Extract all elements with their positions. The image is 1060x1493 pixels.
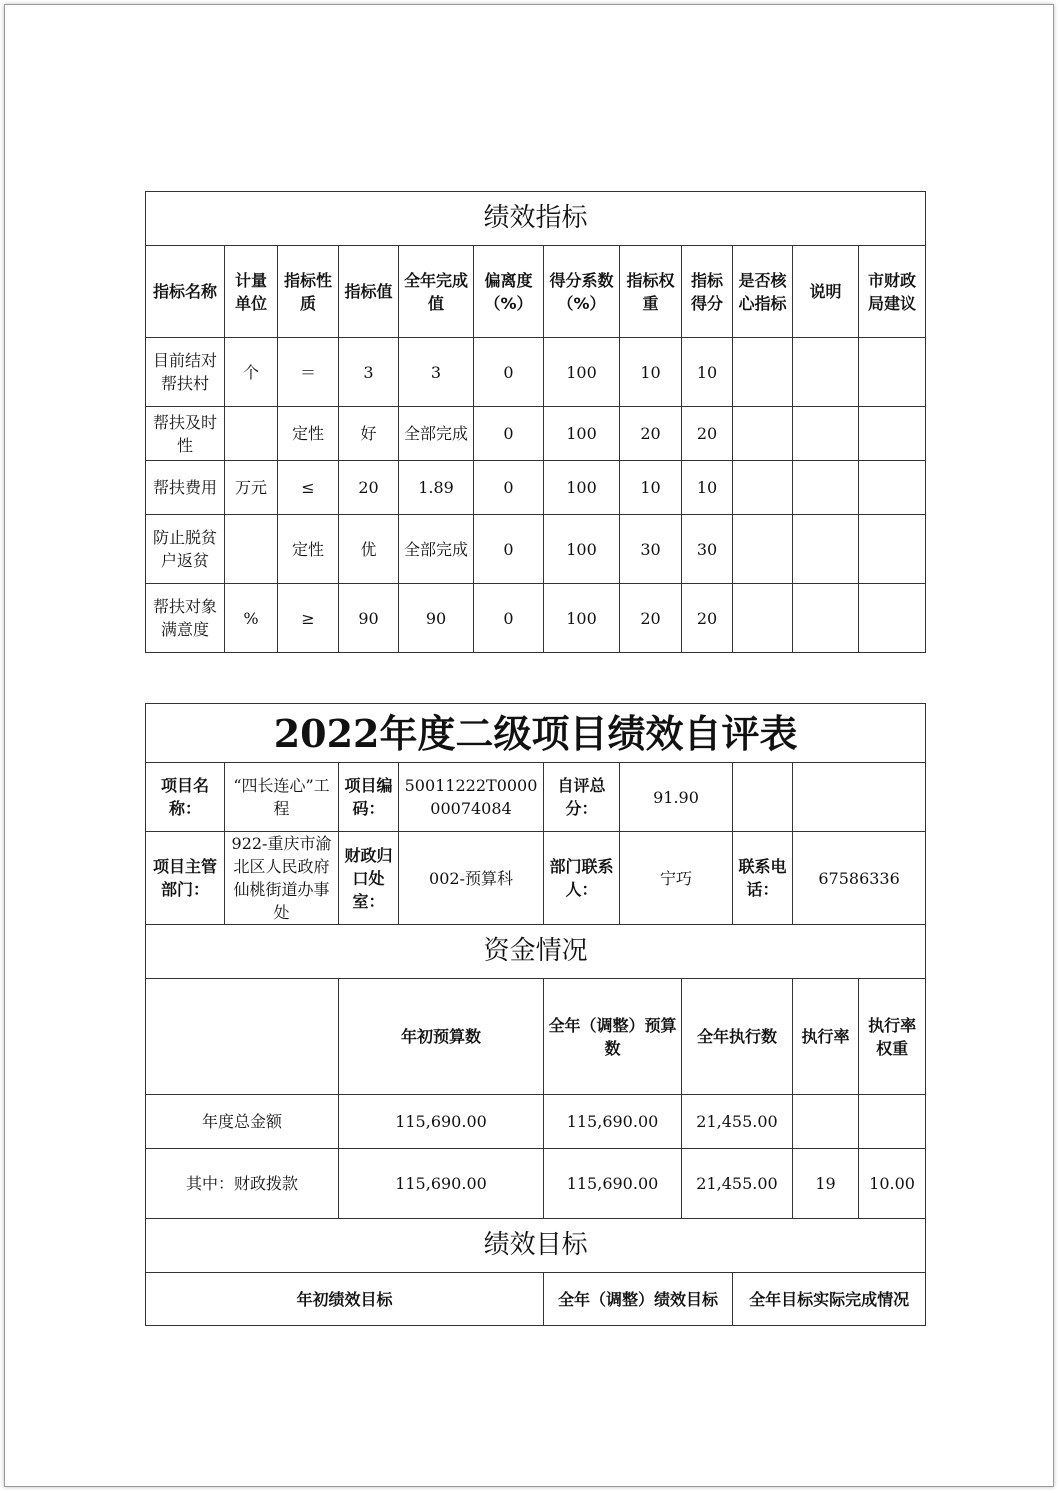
indicator-coef: 100 (544, 515, 620, 584)
indicator-actual: 1.89 (399, 461, 474, 515)
dept-label: 项目主管部门： (146, 832, 225, 925)
department-info-row (146, 832, 926, 925)
fund-initial: 115,690.00 (339, 1095, 544, 1149)
indicator-name: 防止脱贫户返贫 (146, 515, 225, 584)
contact-label: 部门联系人： (544, 832, 620, 925)
table-row (146, 515, 926, 584)
indicator-weight: 20 (620, 407, 682, 461)
indicator-name: 帮扶费用 (146, 461, 225, 515)
header-cell: 指标名称 (146, 246, 225, 338)
indicator-target: 20 (339, 461, 399, 515)
project-info-row (146, 763, 926, 832)
indicator-weight: 30 (620, 515, 682, 584)
table-row (146, 1149, 926, 1219)
header-cell: 执行率权重 (859, 979, 926, 1095)
indicator-actual: 90 (399, 584, 474, 653)
header-cell: 全年执行数 (682, 979, 793, 1095)
indicator-core (733, 515, 793, 584)
indicator-score: 20 (682, 407, 733, 461)
dept-value: 922-重庆市渝北区人民政府仙桃街道办事处 (225, 832, 339, 925)
indicator-advice (859, 515, 926, 584)
performance-indicators-table (145, 191, 926, 653)
phone-label: 联系电话： (733, 832, 793, 925)
indicator-actual: 全部完成 (399, 407, 474, 461)
table-row (146, 461, 926, 515)
form-title: 2022年度二级项目绩效自评表 (146, 704, 926, 763)
header-cell: 是否核心指标 (733, 246, 793, 338)
fund-label: 年度总金额 (146, 1095, 339, 1149)
fund-adjusted: 115,690.00 (544, 1095, 682, 1149)
header-cell: 指标得分 (682, 246, 733, 338)
indicator-weight: 10 (620, 338, 682, 407)
table-row (146, 584, 926, 653)
phone-value: 67586336 (793, 832, 926, 925)
table-row (146, 1095, 926, 1149)
finance-office-label: 财政归口处室： (339, 832, 399, 925)
indicator-target: 好 (339, 407, 399, 461)
fund-executed: 21,455.00 (682, 1149, 793, 1219)
indicator-advice (859, 584, 926, 653)
header-cell: 全年完成值 (399, 246, 474, 338)
indicator-unit (225, 515, 278, 584)
indicator-deviation: 0 (474, 461, 544, 515)
header-cell (146, 979, 339, 1095)
table-row (146, 407, 926, 461)
section-title-goals: 绩效目标 (146, 1219, 926, 1273)
indicator-score: 10 (682, 461, 733, 515)
self-evaluation-table (145, 703, 926, 1326)
indicator-note (793, 461, 859, 515)
section-title-funds: 资金情况 (146, 925, 926, 979)
indicator-deviation: 0 (474, 338, 544, 407)
project-name-label: 项目名称： (146, 763, 225, 832)
project-code-value: 50011222T000000074084 (399, 763, 544, 832)
indicator-note (793, 515, 859, 584)
indicator-target: 90 (339, 584, 399, 653)
indicator-advice (859, 407, 926, 461)
indicator-name: 目前结对帮扶村 (146, 338, 225, 407)
indicator-unit (225, 407, 278, 461)
section-title-perf-indicators: 绩效指标 (146, 192, 926, 246)
indicator-core (733, 407, 793, 461)
indicator-coef: 100 (544, 338, 620, 407)
fund-executed: 21,455.00 (682, 1095, 793, 1149)
indicator-unit: 个 (225, 338, 278, 407)
empty-cell (733, 763, 793, 832)
indicator-nature: 定性 (278, 515, 339, 584)
table-row (146, 338, 926, 407)
indicator-core (733, 461, 793, 515)
indicator-weight: 20 (620, 584, 682, 653)
empty-cell (793, 763, 926, 832)
indicator-coef: 100 (544, 584, 620, 653)
fund-rate (793, 1095, 859, 1149)
indicator-nature: 定性 (278, 407, 339, 461)
indicator-nature: ≤ (278, 461, 339, 515)
indicator-unit: % (225, 584, 278, 653)
indicator-target: 3 (339, 338, 399, 407)
fund-rate: 19 (793, 1149, 859, 1219)
indicator-target: 优 (339, 515, 399, 584)
indicator-unit: 万元 (225, 461, 278, 515)
header-cell: 全年（调整）预算数 (544, 979, 682, 1095)
indicator-deviation: 0 (474, 515, 544, 584)
fund-weight (859, 1095, 926, 1149)
indicator-deviation: 0 (474, 584, 544, 653)
header-cell: 指标性质 (278, 246, 339, 338)
header-cell: 偏离度（%） (474, 246, 544, 338)
indicator-name: 帮扶及时性 (146, 407, 225, 461)
table-header-row (146, 246, 926, 338)
indicator-core (733, 338, 793, 407)
indicator-actual: 3 (399, 338, 474, 407)
header-cell: 指标值 (339, 246, 399, 338)
total-score-label: 自评总分： (544, 763, 620, 832)
header-cell: 全年（调整）绩效目标 (544, 1273, 733, 1326)
header-cell: 说明 (793, 246, 859, 338)
total-score-value: 91.90 (620, 763, 733, 832)
indicator-nature: ＝ (278, 338, 339, 407)
header-cell: 计量单位 (225, 246, 278, 338)
indicator-name: 帮扶对象满意度 (146, 584, 225, 653)
funds-header-row (146, 979, 926, 1095)
header-cell: 年初绩效目标 (146, 1273, 544, 1326)
fund-adjusted: 115,690.00 (544, 1149, 682, 1219)
indicator-coef: 100 (544, 407, 620, 461)
header-cell: 市财政局建议 (859, 246, 926, 338)
goals-header-row (146, 1273, 926, 1326)
indicator-advice (859, 338, 926, 407)
fund-label: 其中：财政拨款 (146, 1149, 339, 1219)
project-name-value: “四长连心”工程 (225, 763, 339, 832)
indicator-deviation: 0 (474, 407, 544, 461)
indicator-core (733, 584, 793, 653)
indicator-weight: 10 (620, 461, 682, 515)
indicator-advice (859, 461, 926, 515)
fund-weight: 10.00 (859, 1149, 926, 1219)
indicator-score: 30 (682, 515, 733, 584)
header-cell: 全年目标实际完成情况 (733, 1273, 926, 1326)
header-cell: 年初预算数 (339, 979, 544, 1095)
header-cell: 指标权重 (620, 246, 682, 338)
indicator-coef: 100 (544, 461, 620, 515)
fund-initial: 115,690.00 (339, 1149, 544, 1219)
finance-office-value: 002-预算科 (399, 832, 544, 925)
indicator-actual: 全部完成 (399, 515, 474, 584)
indicator-note (793, 584, 859, 653)
indicator-score: 10 (682, 338, 733, 407)
indicator-score: 20 (682, 584, 733, 653)
header-cell: 执行率 (793, 979, 859, 1095)
indicator-note (793, 338, 859, 407)
indicator-nature: ≥ (278, 584, 339, 653)
project-code-label: 项目编码： (339, 763, 399, 832)
header-cell: 得分系数（%） (544, 246, 620, 338)
contact-value: 宁巧 (620, 832, 733, 925)
indicator-note (793, 407, 859, 461)
